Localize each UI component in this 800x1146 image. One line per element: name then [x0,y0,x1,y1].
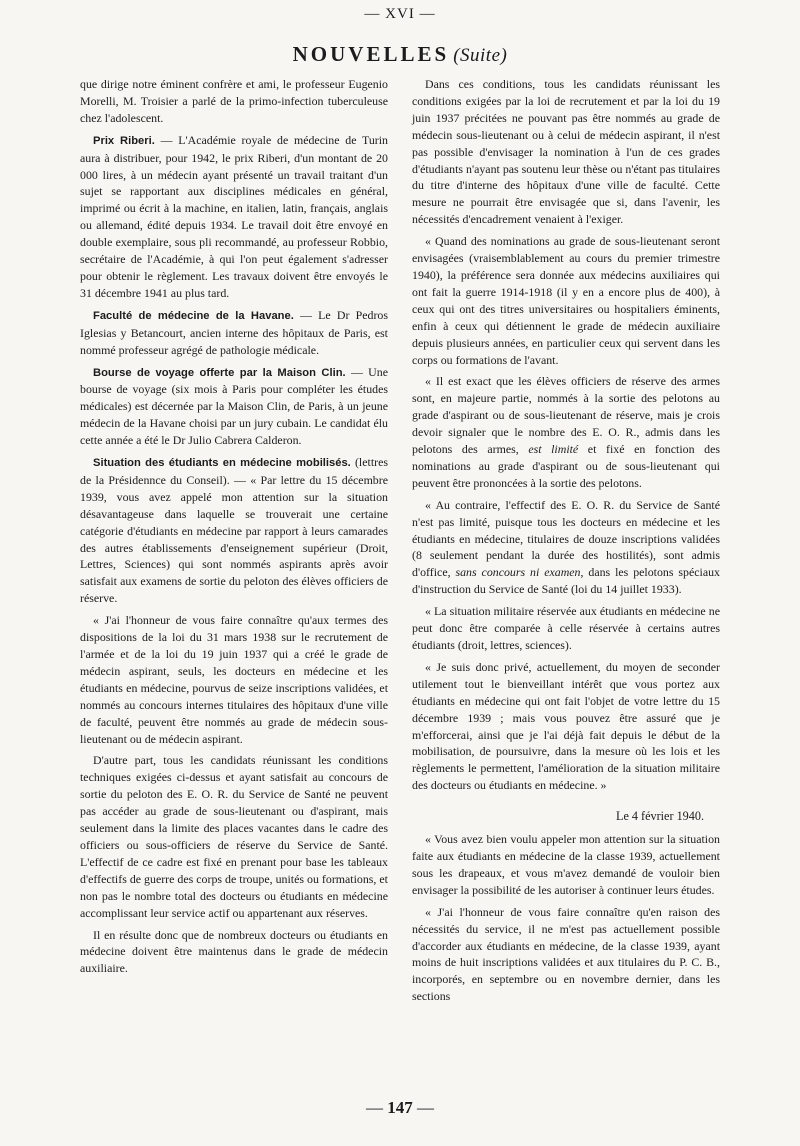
heading-faculte-havane: Faculté de médecine de la Havane. [93,309,294,322]
text-prix-riberi: — L'Académie royale de médecine de Turin aura à distribuer, pour 1942, le prix Riberi, d'un montant de 20 000 lires, à un médecin ayant présenté un travail traitant d'un sujet se rapportant aux disciplines médicales en général, imprimé ou écrit à la machine, en italien, latin, français, anglais ou allemand, édité depuis 1934. Le travail doit être envoyé en double exemplaire, sous pli recommandé, au professeur Robbio, secrétaire de l'Académie, à qui l'on peut également s'adresser pour obtenir le règlement. Les travaux doivent être envoyés le 31 décembre 1941 au plus tard. [80,132,388,300]
paragraph-prix-riberi [80,132,388,302]
heading-situation-etudiants: Situation des étudiants en médecine mobilisés. [93,457,351,470]
text-contraire-b: , dans les pelotons spéciaux d'instruction du Service de Santé (loi du 14 juillet 1933). [412,565,720,597]
left-column [80,76,388,977]
paragraph-honneur: « J'ai l'honneur de vous faire connaître qu'aux termes des dispositions de la loi du 31 mars 1938 sur le recrutement de l'armée et de la loi du 19 juin 1937 qui a créé le grade de médecin aspirant, seuls, les docteurs en médecine et les étudiants en médecine, pourvus de seize inscriptions validées, et nommés au concours internes titulaires des hôpitaux d'une ville de faculté, peuvent être nommés au grade de médecin sous-lieutenant ou de médecin aspirant. [80,613,388,746]
heading-prix-riberi: Prix Riberi. [93,134,155,147]
text-exact-b: et fixé en fonction des nominations au grade d'aspirant ou de sous-lieutenant qui peuvent être prononcées à la sortie des pelotons. [412,442,720,490]
right-column [412,76,720,1005]
heading-bourse-voyage: Bourse de voyage offerte par la Maison Clin. [93,366,346,379]
paragraph-en-resulte: Il en résulte donc que de nombreux docteurs ou étudiants en médecine doivent être maintenus dans le grade de médecin auxiliaire. [80,927,388,976]
paragraph-bourse-voyage [80,364,388,450]
text-exact-a: « Il est exact que les élèves officiers de réserve des armes sont, en majeure partie, nommés à la sortie des pelotons au grade d'aspirant ou de sous-lieutenant de réserve, mais je crois devoir signaler que le nombre des E. O. R., admis dans les pelotons des armes, [412,374,720,457]
page-roman-numeral: — XVI — [364,6,436,22]
section-title-main: NOUVELLES [292,42,450,66]
paragraph-situation-etudiants [80,454,388,607]
page-number-dash-left: — [366,1098,383,1117]
text-faculte-havane: — Le Dr Pedros Iglesias y Betancourt, ancien interne des hôpitaux de Paris, est nommé professeur agrégé de pathologie médicale. [80,307,388,357]
text-contraire-italic: sans concours ni examen [455,565,581,580]
paragraph-exact [412,373,720,491]
letter-date: Le 4 février 1940. [616,809,704,824]
text-contraire-a: « Au contraire, l'effectif des E. O. R. du Service de Santé n'est pas limité, puisque tous les docteurs en médecine et les étudiants en médecine, titulaires de douze inscriptions validées (8 seulement pendant la durée des hostilités), sont admis d'office, [412,497,720,580]
paragraph-situation-militaire: « La situation militaire réservée aux étudiants en médecine ne peut donc être comparée à celle réservée à certains autres étudiants (droit, lettres, sciences). [412,604,720,652]
text-bourse-voyage: — Une bourse de voyage (six mois à Paris pour compléter les études médicales) est décernée par la Maison Clin, de Paris, à un jeune médecin de la Havane choisi par un jury cubain. Le candidat élu cette année a été le Dr Julio Cabrera Calderon. [80,364,388,448]
paragraph-honneur-2: « J'ai l'honneur de vous faire connaître qu'en raison des nécessités du service, il ne m'est pas actuellement possible d'accorder aux étudiants en médecine, de la classe 1939, ayant moins de huit inscriptions validées et aux titulaires du P. C. B., incorporés, en septembre ou en novembre dernier, dans les sections [412,904,720,1004]
page-number [0,1098,800,1118]
page-number-value: 147 [387,1098,413,1117]
paragraph-faculte-havane [80,307,388,359]
section-title [0,44,800,65]
paragraph-au-contraire [412,497,720,598]
paragraph-prive: « Je suis donc privé, actuellement, du moyen de seconder utilement tout le bienveillant intérêt que vous portez aux étudiants en médecine qui ont fait l'objet de votre lettre du 15 décembre 1939 ; mais vous pouvez être assuré que je m'efforcerai, ainsi que je l'ai déjà fait depuis le début de la mobilisation, de poursuivre, dans la mesure où les lois et les règlements le permettent, l'amélioration de la situation militaire des docteurs ou étudiants en médecine. » [412,659,720,793]
paragraph-quand-nominations: « Quand des nominations au grade de sous-lieutenant seront envisagées (vraisemblablement au cours du premier trimestre 1940), la préférence sera donnée aux médecins auxiliaires qui ont fait la guerre 1914-1918 (il y en a encore plus de 400), à ceux qui ont des titres universitaires ou hospitaliers éminents, enfin à ceux qui détiennent le grade de médecin auxiliaire depuis plusieurs années, en particulier ceux qui servent dans les corps ou formations de l'avant. [412,234,720,367]
text-exact-italic: est limité [528,442,579,457]
page-number-dash-right: — [417,1098,434,1117]
paragraph-bien-voulu: « Vous avez bien voulu appeler mon attention sur la situation faite aux étudiants en médecine de la classe 1939, actuellement sous les drapeaux, et vous m'avez demandé de vouloir bien envisager la possibilité de les autoriser à continuer leurs études. [412,832,720,897]
paragraph-autre-part: D'autre part, tous les candidats réunissant les conditions techniques exigées ci-dessus et ayant satisfait au concours de sortie du peloton des E. O. R. du Service de Santé ne peuvent pas accéder au grade de sous-lieutenant ou d'aspirant, mais seulement dans la limite des places vacantes dans le cadre des officiers ou sous-officiers de réserve du Service de Santé. L'effectif de ce cadre est fixé en prenant pour base les tableaux d'effectifs de guerre des corps de troupe, unités ou formations, et non pas le nombre total des docteurs ou étudiants en médecine accomplissant leur service actif ou appartenant aux réserves. [80,753,388,920]
section-title-suffix: (Suite) [453,45,508,66]
text-situation-etudiants: (lettres de la Présidennce du Conseil). — « Par lettre du 15 décembre 1939, vous avez appelé mon attention sur la situation désavantageuse dans laquelle se trouverait une certaine catégorie d'étudiants en médecine par rapport à leurs camarades des autres établissements d'enseignement supérieur (Droit, Lettres, Sciences) qui sont nommés aspirants après avoir satisfait aux examens de sortie du peloton des élèves officiers de réserve. [80,455,388,606]
paragraph-conditions: Dans ces conditions, tous les candidats réunissant les conditions exigées par la loi de recrutement et par la loi du 19 juin 1937 précitées ne pouvant pas être nommés au grade de médecin sous-lieutenant ou à celui de médecin aspirant, il n'est pas possible d'envisager la nomination à l'un de ces grades d'étudiants n'ayant pas soutenu leur thèse ou n'étant pas titulaires du titre d'interne des hôpitaux d'une ville de faculté. Cette mesure ne pourrait être envisagée que si, dans l'avenir, les nécessités d'encadrement venaient à l'exiger. [412,77,720,227]
paragraph-continuation: que dirige notre éminent confrère et ami, le professeur Eugenio Morelli, M. Troisier a parlé de la primo-infection tuberculeuse chez l'adolescent. [80,77,388,125]
